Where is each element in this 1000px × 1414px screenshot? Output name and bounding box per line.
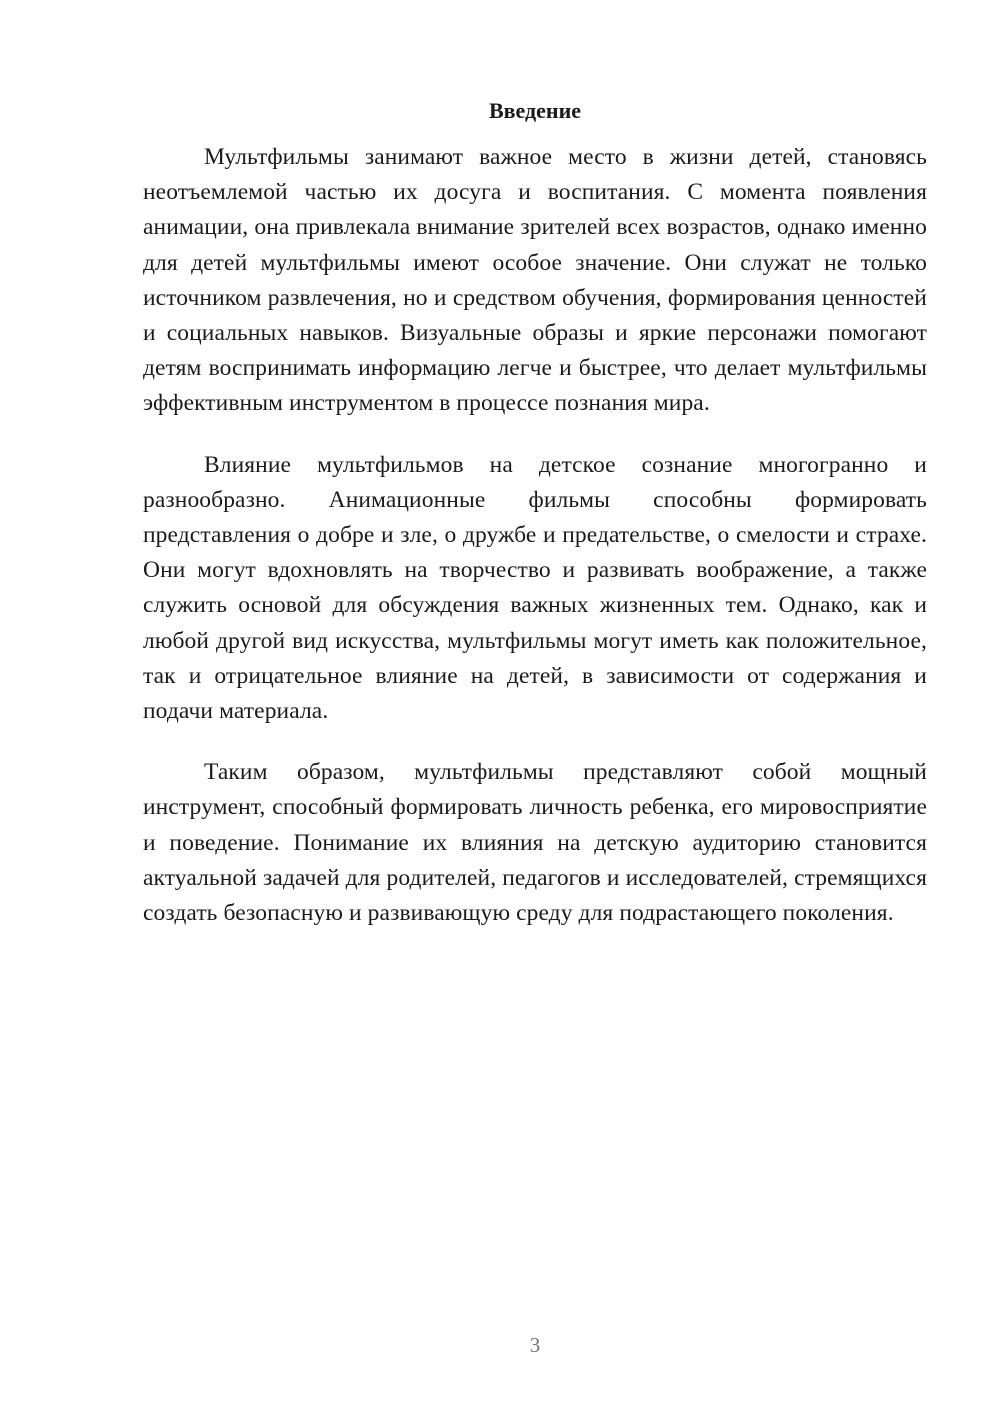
section-heading: Введение (488, 98, 582, 123)
paragraph-1: Мультфильмы занимают важное место в жизни детей, становясь неотъемлемой частью их досуга и воспитания. С момента появления анимации, она привлекала внимание зрителей всех возрастов, однако именно для детей мультфильмы имеют особое значение. Они служат не только источником развлечения, но и средством обучения, формирования ценностей и социальных навыков. Визуальные образы и яркие персонажи помогают детям воспринимать информацию легче и быстрее, что делает мультфильмы эффективным инструментом в процессе познания мира. (143, 144, 927, 417)
paragraph-2: Влияние мультфильмов на детское сознание многогранно и разнообразно. Анимационные фильмы способны формировать представления о добре и зле, о дружбе и предательстве, о смелости и страхе. Они могут вдохновлять на творчество и развивать воображение, а также служить основой для обсуждения важных жизненных тем. Однако, как и любой другой вид искусства, мультфильмы могут иметь как положительное, так и отрицательное влияние на детей, в зависимости от содержания и подачи материала. (143, 451, 927, 725)
body-text (143, 140, 927, 957)
paragraph-3: Таким образом, мультфильмы представляют собой мощный инструмент, способный формировать личность ребенка, его мировосприятие и поведение. Понимание их влияния на детскую аудиторию становится актуальной задачей для родителей, педагогов и исследователей, стремящихся создать безопасную и развивающую среду для подрастающего поколения. (143, 759, 927, 927)
page-number: 3 (529, 1333, 541, 1357)
